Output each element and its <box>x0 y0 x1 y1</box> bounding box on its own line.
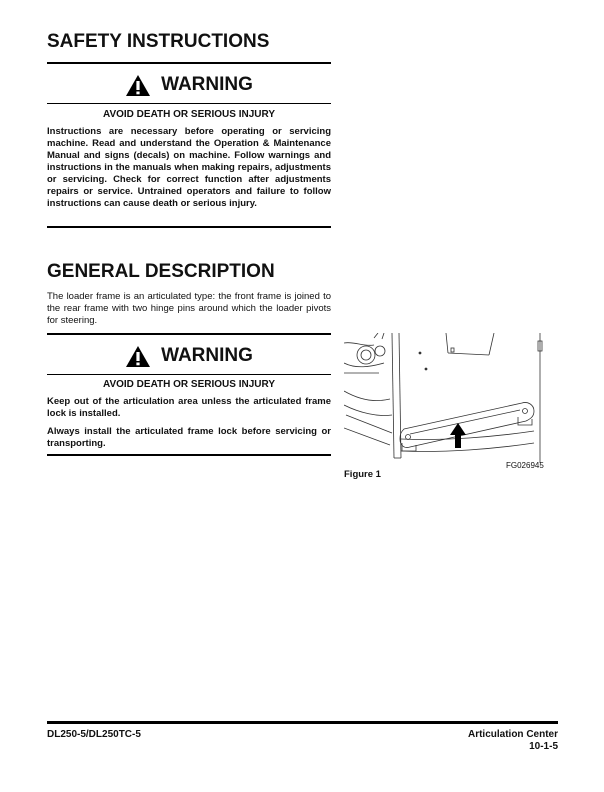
warning2-line2: Always install the articulated frame lock before servicing or transporting. <box>47 426 331 449</box>
footer-page-number: 10-1-5 <box>529 741 558 752</box>
figure-caption: Figure 1 <box>344 469 381 480</box>
articulation-lock-illustration <box>344 333 558 463</box>
warning-triangle-icon <box>125 74 151 97</box>
warning-label: WARNING <box>161 74 253 95</box>
warning-divider <box>47 103 331 104</box>
section-title: GENERAL DESCRIPTION <box>47 261 275 282</box>
warning-text: Instructions are necessary before operating or servicing machine. Read and understand the Operation & Maintenance Manual and signs (decals) on machine. Follow warnings and instructions in the manuals when making repairs, adjustments or servicing. Check for correct function after adjustments repairs or service. Untrained operators and failure to follow instructions can cause death or serious injury. <box>47 126 331 209</box>
warning-triangle-icon <box>125 345 151 368</box>
page-title: SAFETY INSTRUCTIONS <box>47 31 270 52</box>
warning-top-rule <box>47 62 331 64</box>
footer-rule <box>47 721 558 724</box>
footer-section: Articulation Center <box>467 729 558 740</box>
warning2-divider <box>47 374 331 375</box>
warning2-line1: Keep out of the articulation area unless the articulated frame lock is installed. <box>47 396 331 419</box>
warning2-subtitle: AVOID DEATH OR SERIOUS INJURY <box>102 379 276 390</box>
warning-header <box>47 73 331 97</box>
footer-model: DL250-5/DL250TC-5 <box>47 729 141 740</box>
figure-code: FG026945 <box>506 461 544 470</box>
warning2-top-rule <box>47 333 331 335</box>
warning-bottom-rule <box>47 226 331 228</box>
warning2-bottom-rule <box>47 454 331 456</box>
description-text: The loader frame is an articulated type: the front frame is joined to the rear frame with two hinge pins around which the loader pivots for steering. <box>47 291 331 326</box>
warning2-header <box>47 344 331 368</box>
warning2-label: WARNING <box>161 345 253 366</box>
warning-subtitle: AVOID DEATH OR SERIOUS INJURY <box>102 109 276 120</box>
